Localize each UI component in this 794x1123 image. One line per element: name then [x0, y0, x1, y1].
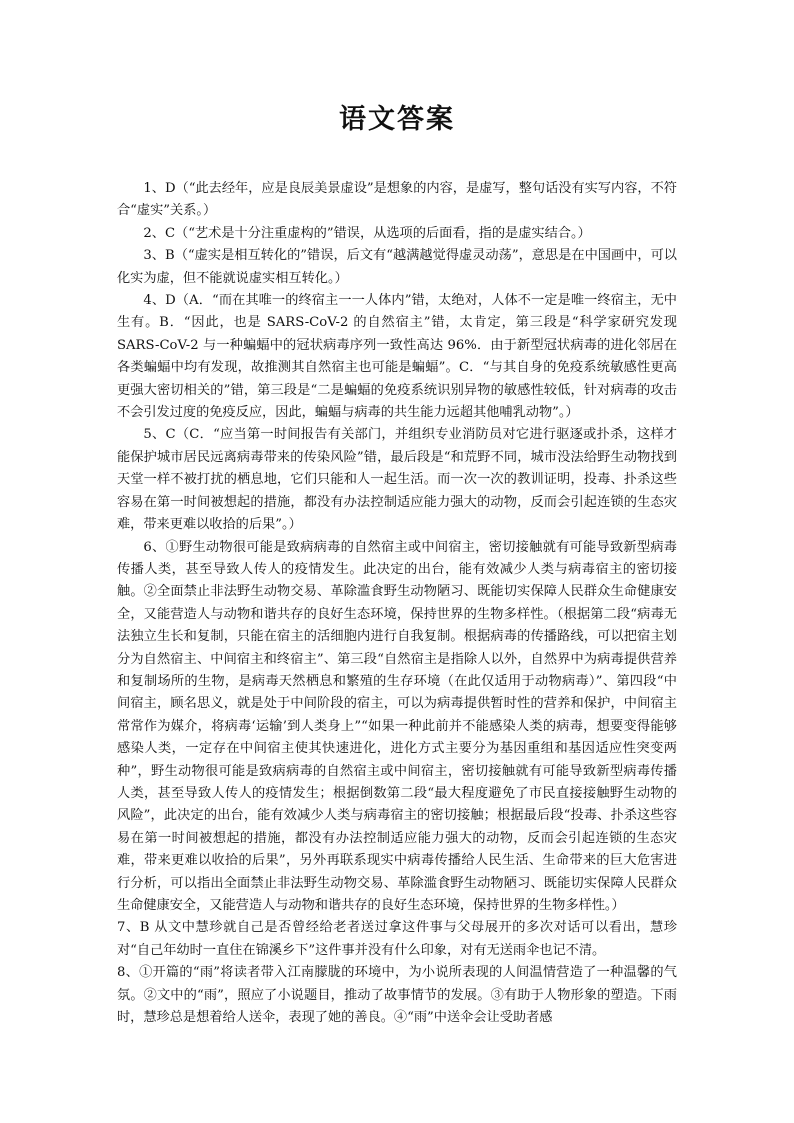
answer-6: 6、①野生动物很可能是致病病毒的自然宿主或中间宿主，密切接触就有可能导致新型病毒传播人类，甚至导致人传人的疫情发生。此决定的出台，能有效减少人类与病毒宿主的密切接触。②全面禁止非法野生动物交易、革除滥食野生动物陋习、既能切实保障人民群众生命健康安全，又能营造人与动物和谐共存的良好生态环境，保持世界的生物多样性。（根据第二段“病毒无法独立生长和复制，只能在宿主的活细胞内进行自我复制。根据病毒的传播路线，可以把宿主划分为自然宿主、中间宿主和终宿主”、第三段“自然宿主是指除人以外，自然界中为病毒提供营养和复制场所的生物，是病毒天然栖息和繁殖的生存环境（在此仅适用于动物病毒）”、第四段“中间宿主，顾名思义，就是处于中间阶段的宿主，可以为病毒提供暂时性的营养和保护，中间宿主常常作为媒介，将病毒‘运输’到人类身上”“如果一种此前并不能感染人类的病毒，想要变得能够感染人类，一定存在中间宿主使其快速进化，进化方式主要分为基因重组和基因适应性突变两种”，野生动物很可能是致病病毒的自然宿主或中间宿主，密切接触就有可能导致新型病毒传播人类，甚至导致人传人的疫情发生；根据倒数第二段“最大程度避免了市民直接接触野生动物的风险”，此决定的出台，能有效减少人类与病毒宿主的密切接触；根据最后段“投毒、扑杀这些容易在第一时间被想起的措施，都没有办法控制适应能力强大的动物，反而会引起连锁的生态灾难，带来更难以收拾的后果”，另外再联系现实中病毒传播给人民生活、生命带来的巨大危害进行分析，可以指出全面禁止非法野生动物交易、革除滥食野生动物陋习、既能切实保障人民群众生命健康安全，又能营造人与动物和谐共存的良好生态环境，保持世界的生物多样性。）	[117, 539, 677, 913]
answer-1: 1、D（“此去经年，应是良辰美景虚设”是想象的内容，是虚写，整句话没有实写内容，不符合“虚实”关系。）	[117, 181, 677, 219]
answer-5: 5、C（C．“应当第一时间报告有关部门，并组织专业消防员对它进行驱逐或扑杀，这样才能保护城市居民远离病毒带来的传染风险”错，最后段是“和荒野不同，城市没法给野生动物找到天堂一样不被打扰的栖息地，它们只能和人一起生活。而一次一次的教训证明，投毒、扑杀这些容易在第一时间被想起的措施，都没有办法控制适应能力强大的动物，反而会引起连锁的生态灾难，带来更难以收拾的后果”。）	[117, 427, 677, 533]
page-title: 语文答案	[339, 104, 455, 135]
answer-7: 7、B 从文中慧珍就自己是否曾经给老者送过拿这件事与父母展开的多次对话可以看出，慧珍对“自己年幼时一直住在锦溪乡下”这件事并没有什么印象，对有无送雨伞也记不清。	[117, 920, 677, 958]
answer-2: 2、C（“艺术是十分注重虚构的”错误，从选项的后面看，指的是虚实结合。）	[143, 225, 591, 241]
answer-4: 4、D（A．“而在其唯一的终宿主一一人体内”错，太绝对，人体不一定是唯一终宿主，无中生有。B．“因此，也是 SARS-CoV-2 的自然宿主”错，太肯定，第三段是“科学家研究发现 SARS-CoV-2 与一种蝙蝠中的冠状病毒序列一致性高达 96%．由于新型冠状病毒的进化邻居在各类蝙蝠中均有发现，故推测其自然宿主也可能是蝙蝠”。C．“与其自身的免疫系统敏感性更高更强大密切相关的”错，第三段是“二是蝙蝠的免疫系统识别异物的敏感性较低，针对病毒的攻击不会引发过度的免疫反应，因此，蝙蝠与病毒的共生能力远超其他哺乳动物”。）	[117, 293, 677, 421]
answer-8: 8、①开篇的“雨”将读者带入江南朦胧的环境中，为小说所表现的人间温情营造了一种温馨的气氛。②文中的“雨”，照应了小说题目，推动了故事情节的发展。③有助于人物形象的塑造。下雨时，慧珍总是想着给人送伞，表现了她的善良。④“雨”中送伞会让受助者感	[117, 965, 677, 1026]
answer-3: 3、B（“虚实是相互转化的”错误，后文有“越满越觉得虚灵动荡”，意思是在中国画中，可以化实为虚，但不能就说虚实相互转化。）	[117, 248, 677, 286]
answer-body	[117, 178, 677, 1029]
